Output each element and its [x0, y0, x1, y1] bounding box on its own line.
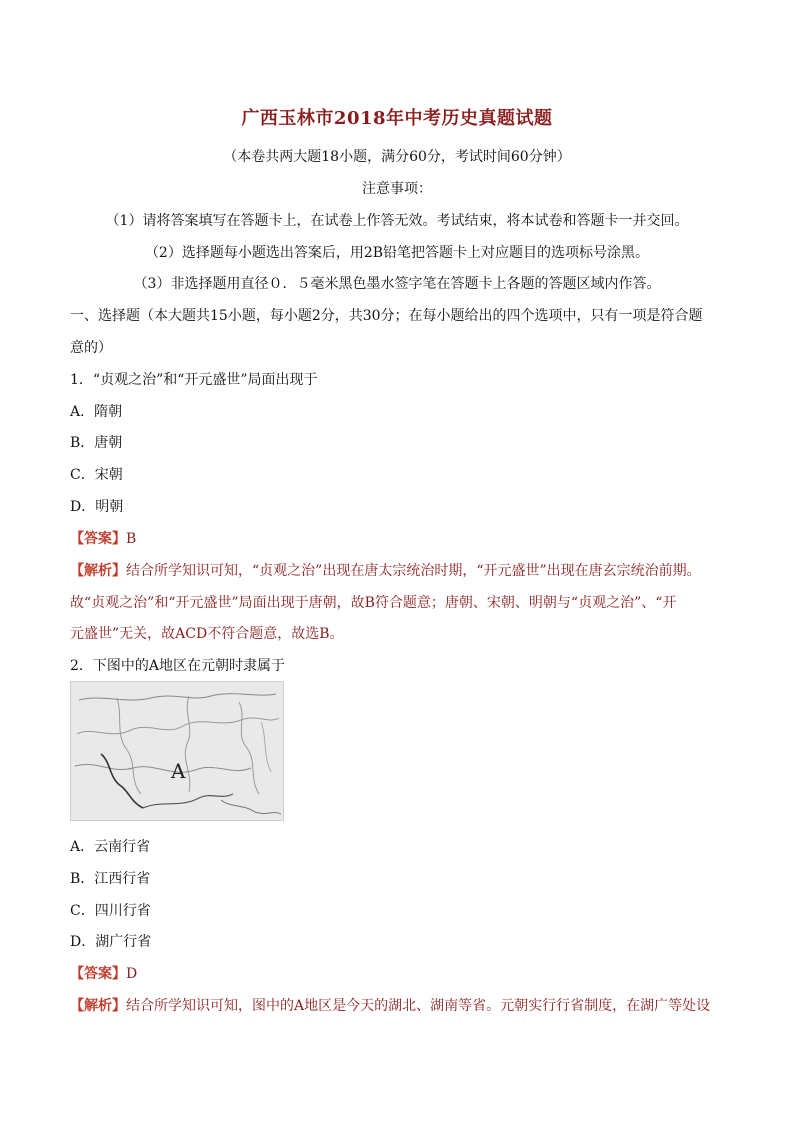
notice-item-3: （3）非选择题用直径０．５毫米黑色墨水签字笔在答题卡上各题的答题区域内作答。: [133, 276, 661, 292]
question-1-analysis-line2: 故“贞观之治”和“开元盛世”局面出现于唐朝，故B符合题意；唐朝、宋朝、明朝与“贞观之治”、“开: [70, 595, 677, 611]
map-image: [71, 682, 283, 820]
notice-item-2: （2）选择题每小题选出答案后，用2B铅笔把答题卡上对应题目的选项标号涂黑。: [144, 245, 650, 261]
section-heading-line2: 意的）: [70, 340, 112, 356]
notice-item-1: （1）请将答案填写在答题卡上，在试卷上作答无效。考试结束，将本试卷和答题卡一并交回。: [105, 213, 689, 229]
question-1-answer: [70, 528, 730, 548]
answer-tag: 【答案】: [70, 531, 126, 547]
question-2-option-d: D．湖广行省: [70, 934, 152, 950]
question-2-map: [70, 681, 284, 821]
answer-tag: 【答案】: [70, 966, 126, 982]
question-1-option-c: C．宋朝: [70, 467, 123, 483]
answer-value: B: [126, 531, 137, 547]
question-1-stem: 1．“贞观之治”和“开元盛世”局面出现于: [70, 372, 318, 388]
question-2-option-c: C．四川行省: [70, 903, 151, 919]
answer-value: D: [126, 966, 138, 982]
question-2-stem: 2．下图中的A地区在元朝时隶属于: [70, 658, 286, 674]
map-label-a: A: [171, 759, 186, 783]
question-1-analysis-line1: [70, 560, 730, 580]
question-1-option-a: A．隋朝: [70, 404, 123, 420]
notice-heading: 注意事项：: [362, 181, 432, 197]
question-2-option-b: B．江西行省: [70, 871, 151, 887]
question-1-option-b: B．唐朝: [70, 435, 123, 451]
analysis-tag: 【解析】: [70, 998, 126, 1014]
question-2-analysis-line1: [70, 995, 730, 1015]
question-1-option-d: D．明朝: [70, 499, 124, 515]
analysis-text: 结合所学知识可知，“贞观之治”出现在唐太宗统治时期，“开元盛世”出现在唐玄宗统治前期。: [126, 563, 701, 579]
section-heading-line1: 一、选择题（本大题共15小题，每小题2分，共30分；在每小题给出的四个选项中，只有一项是符合题: [70, 308, 703, 324]
page-title: 广西玉林市2018年中考历史真题试题: [241, 108, 553, 129]
question-2-option-a: A．云南行省: [70, 839, 151, 855]
question-1-analysis-line3: 元盛世”无关，故ACD不符合题意，故选B。: [70, 626, 344, 642]
page-subtitle: （本卷共两大题18小题，满分60分，考试时间60分钟）: [223, 149, 571, 165]
analysis-tag: 【解析】: [70, 563, 126, 579]
analysis-text: 结合所学知识可知，图中的A地区是今天的湖北、湖南等省。元朝实行行省制度，在湖广等处设: [126, 998, 711, 1014]
question-2-answer: [70, 963, 730, 983]
